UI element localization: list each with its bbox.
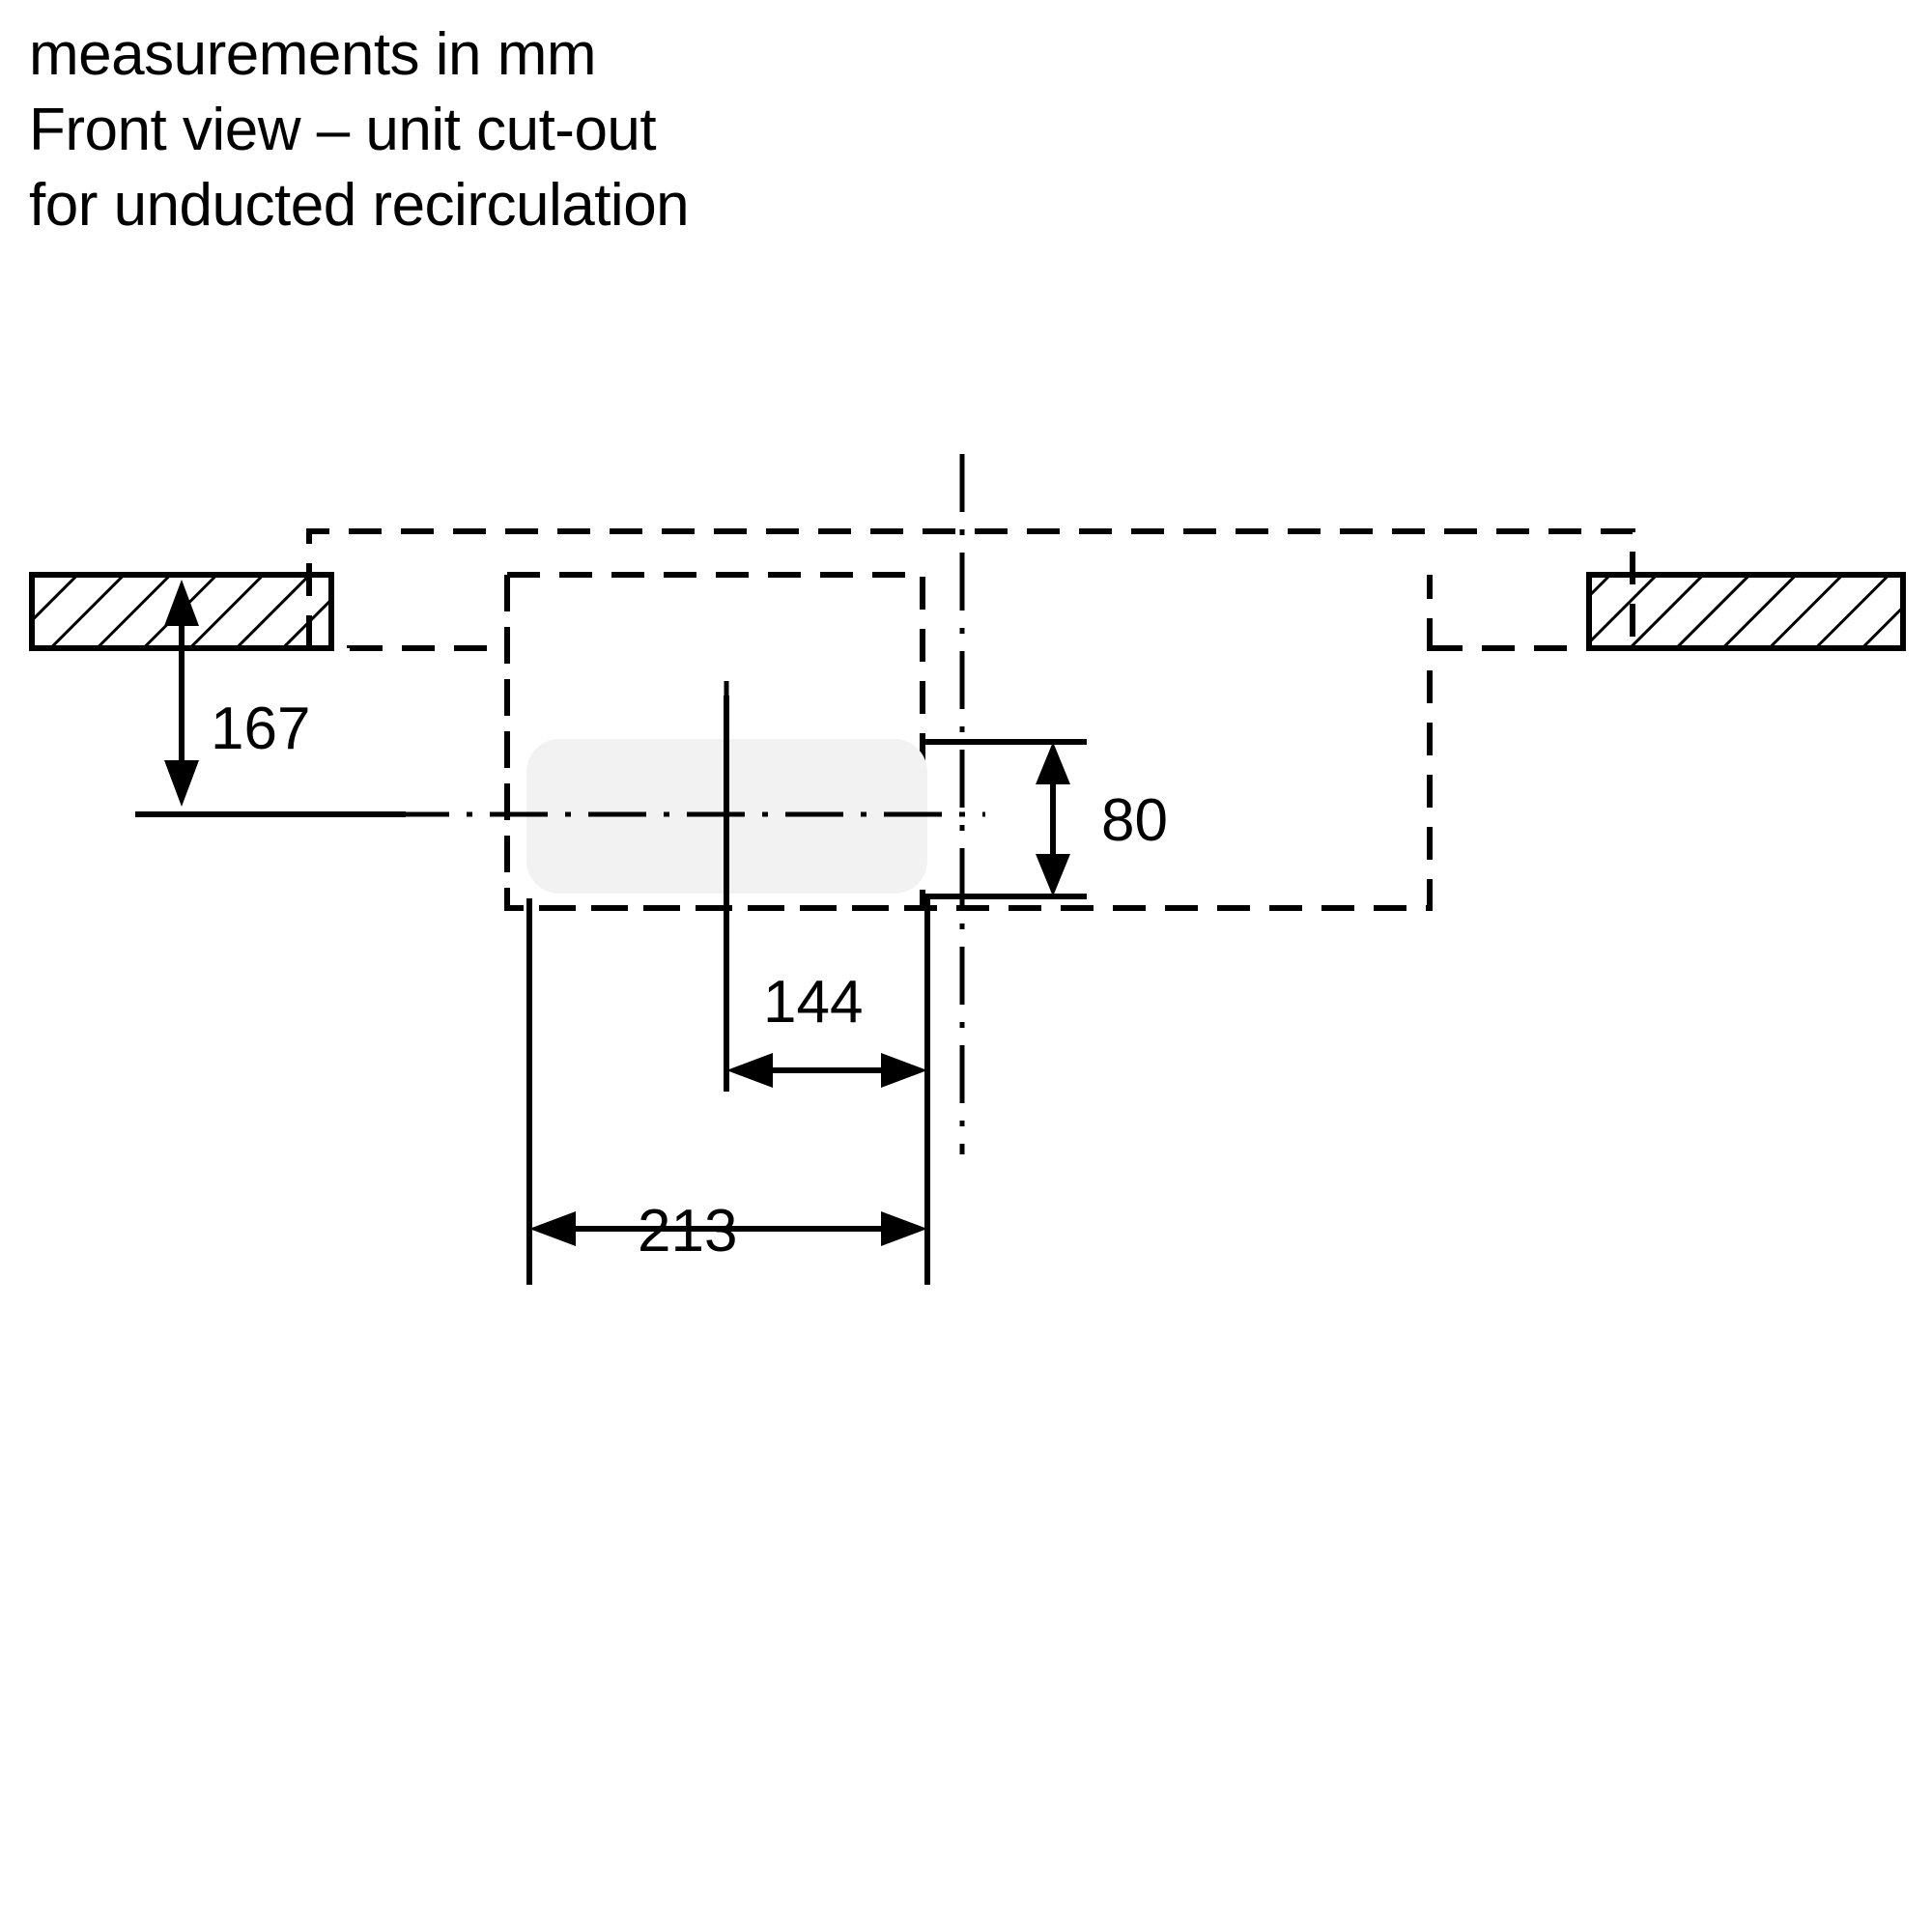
title-line-view: Front view – unit cut-out (29, 97, 657, 163)
dimension-80 (923, 742, 1168, 896)
dimension-label-167: 167 (211, 696, 311, 762)
dimension-label-213: 213 (638, 1198, 738, 1264)
dimension-label-80: 80 (1101, 787, 1168, 854)
dimension-label-144: 144 (763, 969, 864, 1036)
title-line-recirculation: for unducted recirculation (29, 172, 690, 239)
title-line-measurements: measurements in mm (29, 21, 597, 88)
worktop-right (1589, 575, 1903, 648)
